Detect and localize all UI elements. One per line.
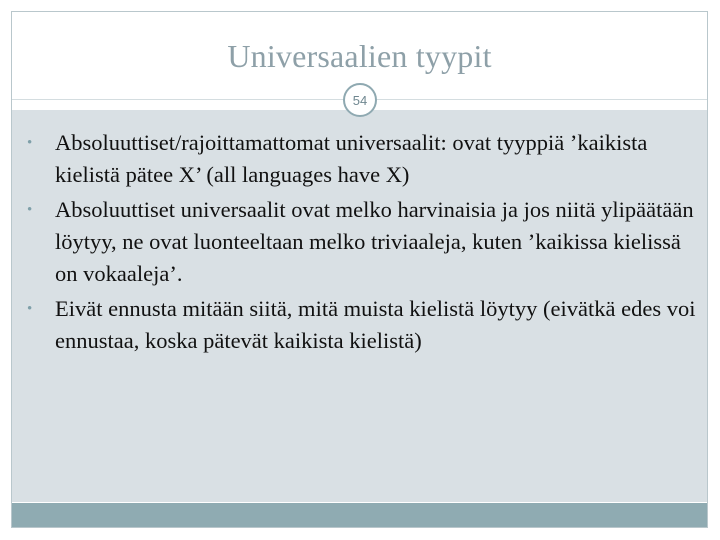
slide-title: Universaalien tyypit: [227, 38, 492, 74]
page-number-badge: [343, 83, 377, 117]
bullet-icon: •: [27, 135, 33, 151]
bullet-item: [26, 127, 696, 191]
bullet-item: [26, 293, 696, 357]
bottom-bar: [12, 503, 707, 527]
bullet-item: [26, 194, 696, 290]
bullet-text: Eivät ennusta mitään siitä, mitä muista kielistä löytyy (eivätkä edes voi ennustaa, koska pätevät kaikista kielistä): [55, 296, 696, 353]
bullet-icon: •: [27, 301, 33, 317]
bullet-icon: •: [27, 202, 33, 218]
bullet-text: Absoluuttiset universaalit ovat melko harvinaisia ja jos niitä ylipäätään löytyy, ne ovat luonteeltaan melko triviaaleja, kuten ’kaikissa kielissä on vokaaleja’.: [55, 197, 694, 286]
slide: [11, 11, 708, 528]
page-number: 54: [352, 92, 368, 108]
bullet-text: Absoluuttiset/rajoittamattomat universaalit: ovat tyyppiä ’kaikista kielistä pätee X’ (all languages have X): [55, 130, 648, 187]
bullet-list: [26, 127, 696, 360]
